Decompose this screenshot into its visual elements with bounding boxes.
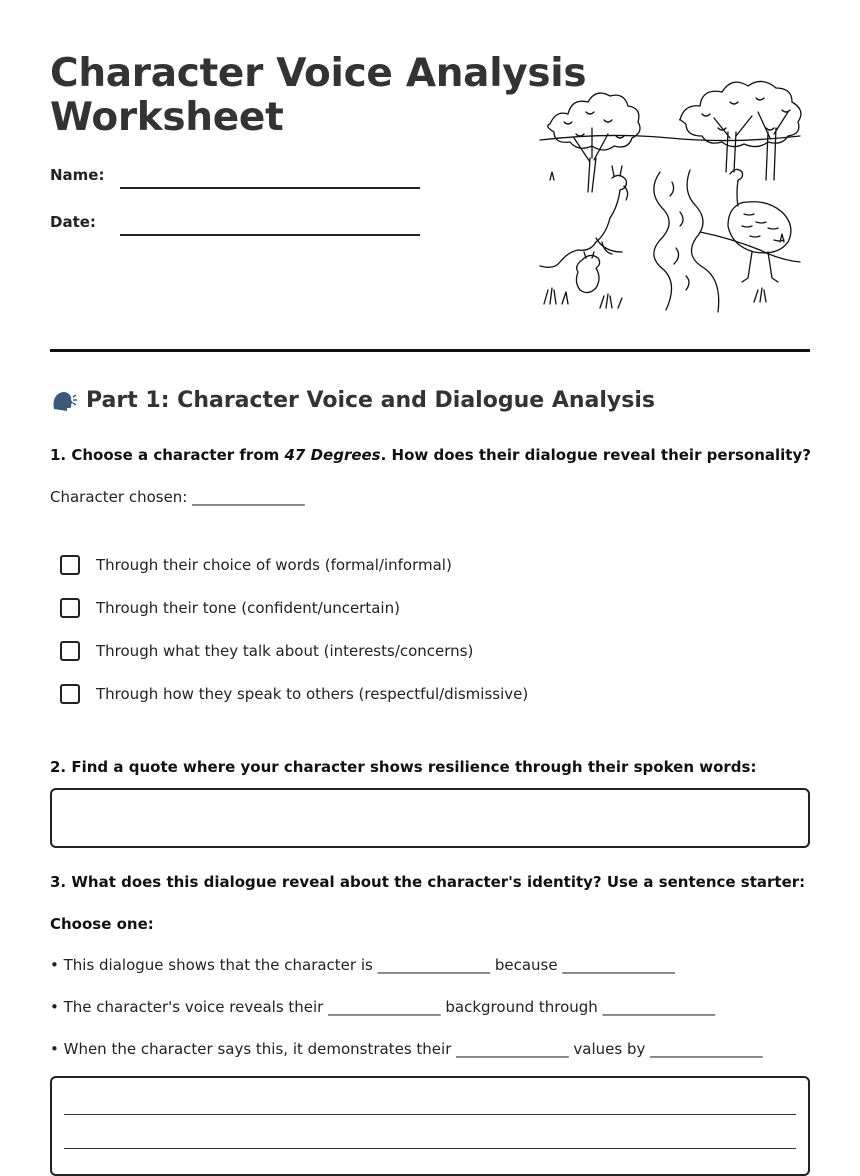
title-line-1: Character Voice Analysis — [50, 51, 587, 96]
grass-tufts-icon — [544, 172, 784, 308]
choose-one-label: Choose one: — [50, 915, 154, 933]
title-line-2: Worksheet — [50, 95, 284, 140]
question-2: 2. Find a quote where your character shows resilience through their spoken words: — [50, 758, 757, 776]
checkbox[interactable] — [60, 555, 80, 575]
right-tree-icon — [680, 81, 801, 180]
question-1-prefix: 1. Choose a character from — [50, 446, 285, 464]
date-field[interactable] — [120, 234, 420, 236]
checkbox[interactable] — [60, 641, 80, 661]
book-title: 47 Degrees — [284, 446, 381, 464]
emu-icon — [728, 169, 791, 282]
identity-answer-box[interactable] — [50, 1076, 810, 1176]
page-title — [50, 52, 586, 140]
writing-line — [64, 1148, 796, 1149]
checkbox-option[interactable] — [60, 684, 528, 704]
quote-answer-box[interactable] — [50, 788, 810, 848]
part1-heading — [50, 388, 655, 413]
checkbox-option[interactable] — [60, 598, 400, 618]
part1-heading-text: Part 1: Character Voice and Dialogue Analysis — [86, 388, 655, 413]
checkbox-option[interactable] — [60, 555, 452, 575]
checkbox-label: Through their tone (confident/uncertain) — [96, 599, 400, 617]
checkbox-label: Through what they talk about (interests/concerns) — [96, 642, 474, 660]
name-label: Name: — [50, 166, 105, 184]
checkbox[interactable] — [60, 684, 80, 704]
kangaroo-icon — [540, 166, 628, 293]
section-divider — [50, 349, 810, 352]
sentence-starter: • The character's voice reveals their _______________ background through _______________ — [50, 998, 716, 1016]
checkbox-option[interactable] — [60, 641, 473, 661]
checkbox-label: Through their choice of words (formal/informal) — [96, 556, 452, 574]
speaking-head-icon — [50, 389, 78, 413]
left-tree-icon — [548, 93, 640, 192]
question-1-suffix: . How does their dialogue reveal their personality? — [380, 446, 811, 464]
question-1 — [50, 446, 811, 464]
name-field[interactable] — [120, 187, 420, 189]
character-chosen-field[interactable]: Character chosen: _______________ — [50, 488, 305, 506]
checkbox[interactable] — [60, 598, 80, 618]
date-label: Date: — [50, 213, 96, 231]
sentence-starter: • When the character says this, it demonstrates their _______________ values by _______________ — [50, 1040, 763, 1058]
writing-line — [64, 1114, 796, 1115]
sentence-starter: • This dialogue shows that the character is _______________ because _______________ — [50, 956, 675, 974]
outback-illustration — [530, 62, 810, 322]
checkbox-label: Through how they speak to others (respectful/dismissive) — [96, 685, 529, 703]
question-3: 3. What does this dialogue reveal about the character's identity? Use a sentence starter: — [50, 873, 806, 891]
